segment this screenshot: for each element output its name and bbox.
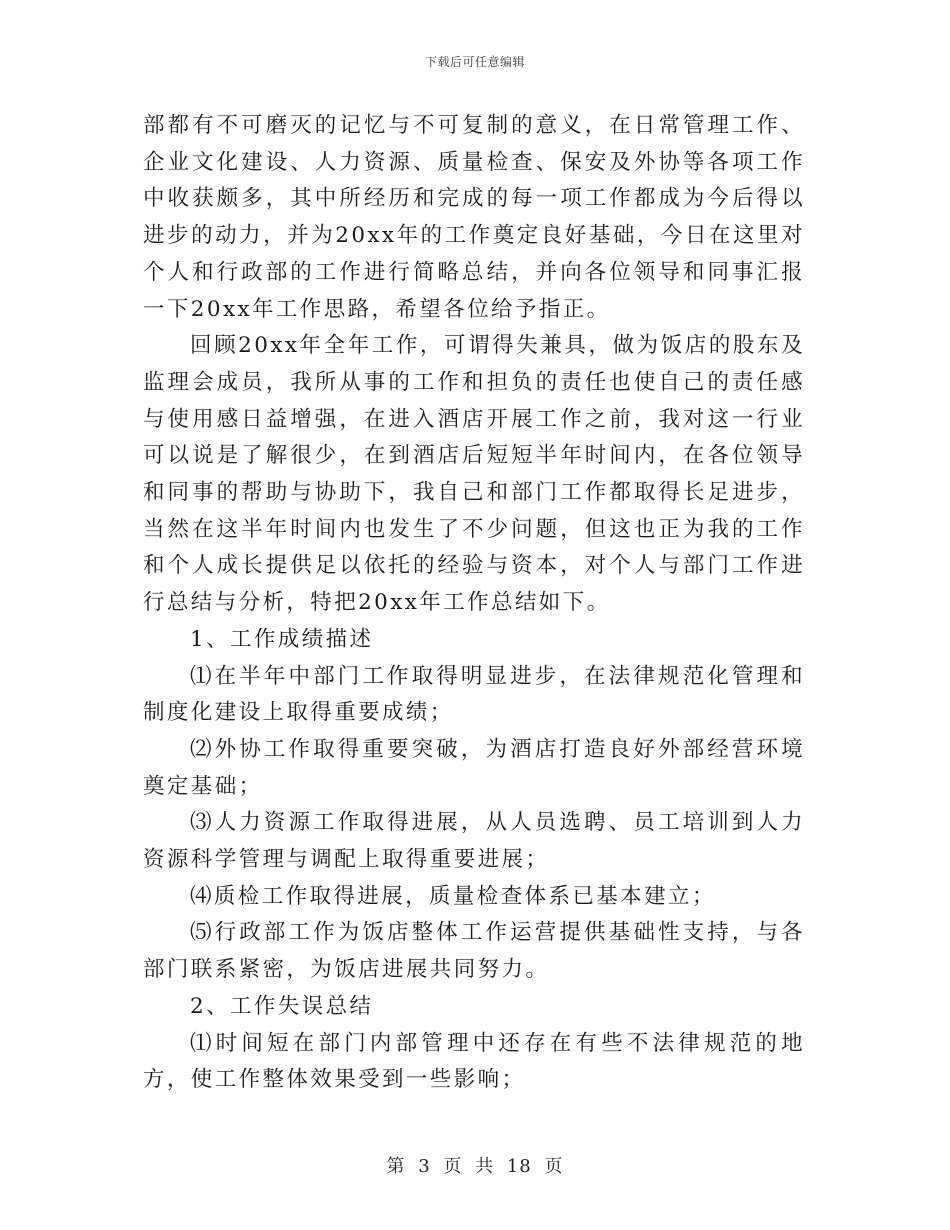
document-body: [143, 108, 805, 1099]
list-item: ⑶人力资源工作取得进展，从人员选聘、员工培训到人力资源科学管理与调配上取得重要进展；: [143, 810, 805, 873]
list-item: ⑴时间短在部门内部管理中还存在有些不法律规范的地方，使工作整体效果受到一些影响；: [143, 1030, 805, 1093]
page-number: 第 3 页 共 18 页: [386, 1156, 564, 1177]
paragraph-continuation: 部都有不可磨灭的记忆与不可复制的意义，在日常管理工作、企业文化建设、人力资源、质量检查、保安及外协等各项工作中收获颇多，其中所经历和完成的每一项工作都成为今后得以进步的动力，并为20xx年的工作奠定良好基础，今日在这里对个人和行政部的工作进行简略总结，并向各位领导和同事汇报一下20xx年工作思路，希望各位给予指正。: [143, 113, 805, 322]
section-heading-achievements: 1、工作成绩描述: [190, 626, 374, 652]
section-heading-mistakes: 2、工作失误总结: [190, 993, 374, 1019]
list-item: ⑷质检工作取得进展，质量检查体系已基本建立；: [190, 883, 716, 909]
list-item: ⑸行政部工作为饭店整体工作运营提供基础性支持，与各部门联系紧密，为饭店进展共同努力。: [143, 920, 805, 983]
list-item: ⑵外协工作取得重要突破，为酒店打造良好外部经营环境奠定基础；: [143, 736, 805, 799]
paragraph-review: 回顾20xx年全年工作，可谓得失兼具，做为饭店的股东及监理会成员，我所从事的工作和担负的责任也使自己的责任感与使用感日益增强，在进入酒店开展工作之前，我对这一行业可以说是了解很少，在到酒店后短短半年时间内，在各位领导和同事的帮助与协助下，我自己和部门工作都取得长足进步，当然在这半年时间内也发生了不少问题，但这也正为我的工作和个人成长提供足以依托的经验与资本，对个人与部门工作进行总结与分析，特把20xx年工作总结如下。: [143, 333, 805, 616]
header-note: 下载后可任意编辑: [424, 55, 525, 69]
list-item: ⑴在半年中部门工作取得明显进步，在法律规范化管理和制度化建设上取得重要成绩；: [143, 663, 805, 726]
